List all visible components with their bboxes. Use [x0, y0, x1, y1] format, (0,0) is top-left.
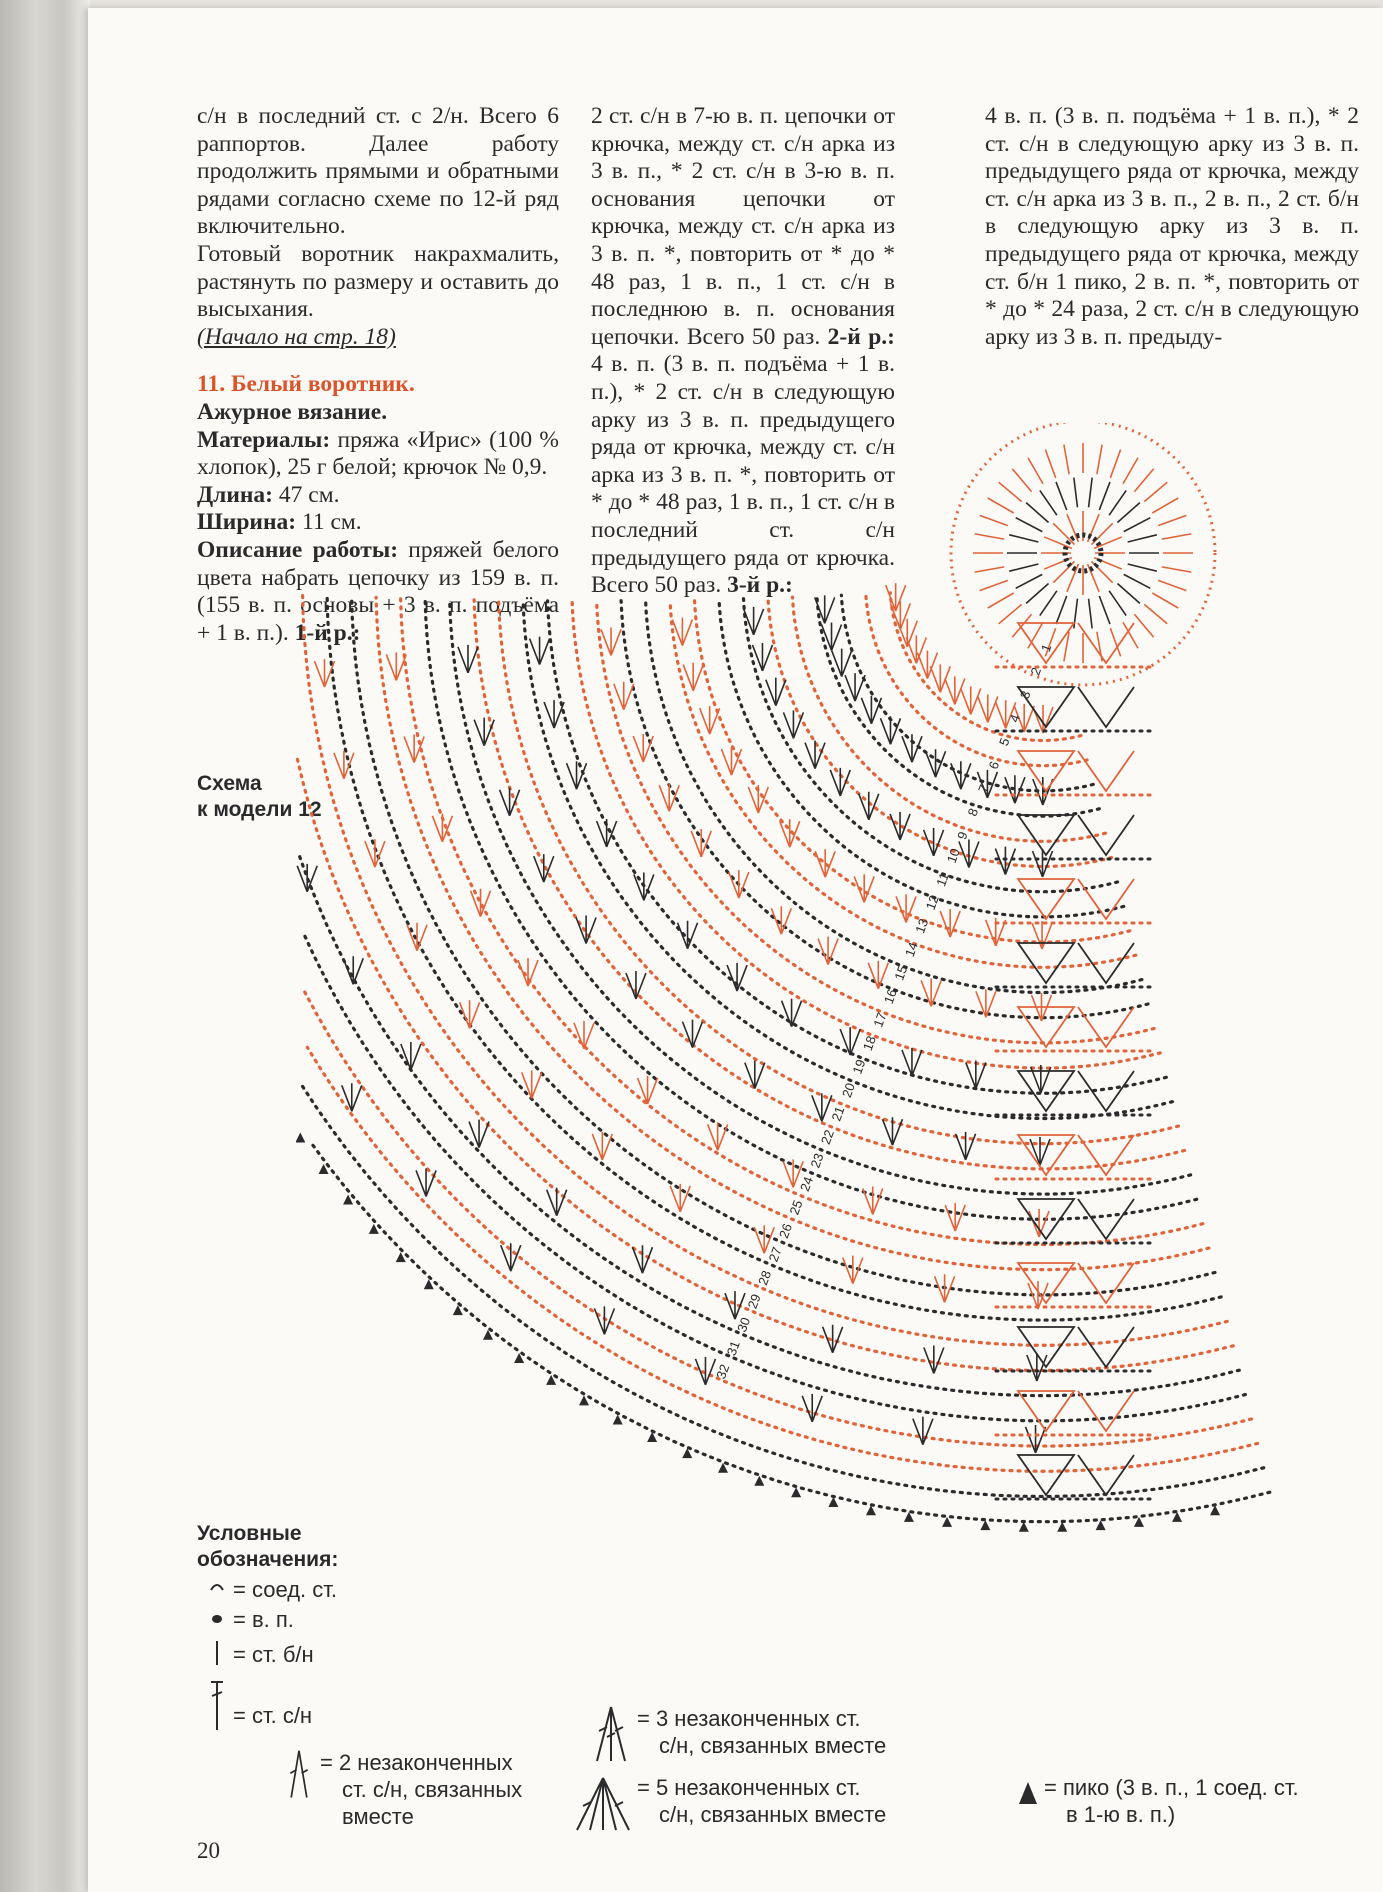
technique-label: Ажурное вязание. [197, 398, 388, 425]
row-number: 2 [1027, 665, 1045, 678]
stitch [1089, 599, 1093, 629]
row-number: 19 [849, 1057, 869, 1077]
stitch [1012, 614, 1031, 637]
row-number: 22 [817, 1127, 837, 1147]
page-number: 20 [197, 1838, 220, 1863]
stitch [1064, 445, 1069, 475]
legend-title: Условные обозначения: [197, 1522, 339, 1571]
picot-stitch [1210, 1505, 1220, 1515]
picot-stitch [980, 1520, 990, 1530]
stitch [1045, 450, 1055, 478]
row-number: 3 [1017, 688, 1034, 701]
stitch [1009, 535, 1038, 542]
double-crochet-icon [203, 1680, 231, 1732]
fan-stitch [978, 694, 998, 722]
stitch [1109, 490, 1126, 515]
fan-stitch [945, 1203, 965, 1231]
fan-stitch [670, 1184, 690, 1212]
picot-icon [1016, 1774, 1040, 1810]
fan-stitch [597, 819, 617, 847]
fan-stitch [401, 1042, 421, 1070]
fan-stitch [863, 1186, 883, 1214]
stitch [1110, 450, 1120, 478]
stitch [1110, 628, 1120, 656]
fan-stitch [708, 1122, 728, 1150]
stitch-row [307, 1047, 1257, 1471]
stitch [1099, 596, 1110, 624]
fan-stitch [854, 874, 874, 902]
stitch [1162, 567, 1192, 572]
instruction-text: 2 ст. с/н в 7-ю в. п. цепочки от крючка, между ст. с/н арка из 3 в. п., * 2 ст. с/н в 3-ю в. п. основания цепочки от крючка, между ст. с/н арка из 3 в. п. *, повторить от * до * 48 раз, 1 в. п., 1 ст. с/н в последнюю в. п. основания цепочки. Всего 50 раз. [591, 103, 895, 350]
legend-item: = в. п. [233, 1606, 294, 1633]
row-number: 6 [985, 759, 1003, 772]
fan-stitch [534, 854, 554, 882]
fan-stitch [956, 1132, 976, 1160]
fan-stitch [1032, 921, 1052, 949]
row-number: 9 [954, 829, 971, 842]
row-number: 18 [859, 1033, 879, 1053]
row-number: 16 [880, 986, 900, 1006]
fan-stitch [886, 583, 906, 611]
row-label: 1-й р.: [294, 619, 361, 646]
stitch [980, 580, 1008, 590]
stitch [1056, 596, 1067, 624]
fan-stitch [432, 814, 452, 842]
fan-stitch [1033, 705, 1053, 733]
instruction-text: 4 в. п. (3 в. п. подъёма + 1 в. п.), * 2 ст. с/н в следующую арку из 3 в. п. предыдущего ряда от крючка, между ст. с/н арка из 3 в. п. *, повторить от * до * 48 раз, 1 в. п., 1 ст. с/н в последний ст. с/н предыдущего ряда от крючка. Всего 50 раз. [591, 351, 895, 599]
three-dc-together-icon [593, 1705, 629, 1765]
fan-stitch [995, 847, 1015, 875]
lattice-stitch [1018, 879, 1134, 919]
stitch-row [548, 601, 1167, 1094]
crochet-chart-diagram [296, 423, 1383, 1743]
fan-stitch [460, 1000, 480, 1028]
fan-stitch [924, 828, 944, 856]
fan-stitch [859, 792, 879, 820]
fan-stitch [805, 741, 825, 769]
picot-stitch [1019, 1522, 1029, 1532]
paragraph: 4 в. п. (3 в. п. подъёма + 1 в. п.), * 2 ст. с/н в следующую арку из 3 в. п. предыдущего ряда от крючка, между ст. с/н арка из 3 в. п., 2 в. п., 2 ст. б/н в следующую арку из 3 в. п. предыдущего ряда от крючка, между ст. б/н 1 пико, 2 в. п. *, повторить от * до * 24 раза, 2 ст. с/н в следующую арку из 3 в. п. предыду- [985, 103, 1359, 350]
row-number: 23 [807, 1151, 827, 1170]
fan-stitch [913, 1417, 933, 1445]
stitch [988, 498, 1014, 513]
stitch [980, 515, 1008, 525]
row-number: 29 [744, 1291, 764, 1311]
book-spine-shadow [0, 0, 90, 1892]
stitch [1026, 584, 1048, 604]
row-number: 24 [797, 1174, 817, 1194]
stitch [1128, 535, 1157, 542]
fan-stitch [518, 958, 538, 986]
fan-stitch [725, 1291, 745, 1319]
stitch [975, 567, 1005, 572]
stitch-row [572, 601, 1160, 1068]
two-dc-together-icon [284, 1749, 314, 1801]
row-label: 2-й р.: [827, 323, 895, 350]
materials-label: Материалы: [197, 426, 331, 453]
picot-stitch [1057, 1522, 1067, 1532]
stitch [1056, 482, 1067, 510]
fan-stitch [416, 1168, 436, 1196]
legend-item: = 5 незаконченных ст. с/н, связанных вместе [637, 1774, 886, 1828]
fan-stitch [501, 1243, 521, 1271]
stitch-row [841, 595, 1093, 791]
fan-stitch [868, 961, 888, 989]
fan-stitch [771, 906, 791, 934]
stitch [988, 593, 1014, 608]
legend-item: = ст. б/н [233, 1641, 314, 1668]
description-text: пряжей белого цвета набрать цепочку из 159 в. п. (155 в. п. основы + 3 в. п. подъёма + 1 в. п.). [197, 536, 559, 646]
fan-stitch [638, 1076, 658, 1104]
fan-stitch [458, 645, 478, 673]
stitch [1162, 534, 1192, 539]
fan-stitch [1032, 849, 1052, 877]
materials-text: пряжа «Ирис» (100 % хлопок), 25 г белой; крючок № 0,9. [197, 426, 559, 481]
lattice-stitch [1018, 1327, 1134, 1367]
stitch-row [719, 599, 1124, 917]
fan-stitch [802, 1394, 822, 1422]
picot-stitch [791, 1487, 801, 1497]
row-number: 4 [1006, 712, 1024, 725]
picot-stitch [1096, 1520, 1106, 1530]
stitch [1074, 478, 1078, 508]
description-label: Описание работы: [197, 536, 399, 563]
fan-stitch [474, 718, 494, 746]
fan-stitch [782, 999, 802, 1027]
row-number: 12 [922, 893, 942, 912]
section-title: 11. Белый воротник. [197, 371, 415, 398]
lattice-stitch [1018, 1455, 1134, 1495]
stitch [1109, 591, 1126, 616]
fan-stitch [845, 673, 865, 701]
stitch-row [304, 990, 1252, 1446]
stitch [1040, 490, 1057, 515]
row-number: 5 [996, 735, 1013, 748]
legend-item: = 3 незаконченных ст. с/н, связанных вместе [637, 1705, 886, 1759]
fan-stitch [861, 696, 881, 724]
row-number: 7 [975, 782, 992, 795]
fan-stitch [297, 864, 317, 892]
legend-item: = пико (3 в. п., 1 соед. ст. в 1-ю в. п.) [1044, 1774, 1299, 1828]
stitch [1158, 515, 1186, 525]
fan-stitch [832, 649, 852, 677]
stitch-row [793, 597, 1106, 841]
lattice-stitch [1018, 687, 1134, 727]
stitch [1117, 503, 1139, 523]
fan-stitch [961, 686, 981, 714]
fan-stitch [683, 663, 703, 691]
five-dc-together-icon [573, 1774, 633, 1834]
fan-stitch [672, 618, 692, 646]
row-number: 27 [765, 1244, 785, 1264]
length-value: 47 см. [273, 481, 340, 508]
stitch [1016, 518, 1043, 532]
fan-stitch [780, 819, 800, 847]
row-number: 13 [912, 916, 932, 936]
stitch-row [499, 600, 1179, 1143]
fan-stitch [818, 937, 838, 965]
scheme-caption-line: Схема [197, 772, 262, 795]
fan-stitch [343, 956, 363, 984]
stitch [1089, 478, 1093, 508]
scheme-caption-line: к модели 12 [197, 798, 322, 821]
stitch [1152, 593, 1178, 608]
stitch [1040, 591, 1057, 616]
fan-stitch [576, 916, 596, 944]
picot-stitch [866, 1505, 876, 1515]
fan-stitch [574, 1021, 594, 1049]
fan-stitch [882, 1117, 902, 1145]
fan-stitch [594, 1306, 614, 1334]
row-number: 26 [776, 1221, 796, 1241]
legend-item: = соед. ст. [233, 1576, 337, 1603]
width-label: Ширина: [197, 509, 297, 536]
fan-stitch [815, 849, 835, 877]
stitch [1099, 482, 1110, 510]
fan-stitch [691, 829, 711, 857]
row-label: 3-й р.: [727, 572, 793, 599]
stitch [1152, 498, 1178, 513]
fan-stitch [766, 678, 786, 706]
fan-stitch [930, 664, 950, 692]
fan-stitch [890, 812, 910, 840]
picot-stitch [613, 1414, 623, 1424]
fan-stitch [896, 894, 916, 922]
fan-stitch [1027, 1353, 1047, 1381]
lattice-stitch [1018, 943, 1134, 983]
picot-stitch [296, 1132, 305, 1142]
row-number: 20 [838, 1080, 858, 1100]
row-number: 28 [755, 1268, 775, 1288]
paragraph: с/н в последний ст. с 2/н. Всего 6 раппортов. Далее работу продолжить прямыми и обратными рядами согласно схеме по 12-й ряд включительно. [197, 103, 559, 240]
paragraph: Готовый воротник накрахмалить, растянуть по размеру и оставить до высыхания. [197, 240, 559, 323]
stitch [1117, 584, 1139, 604]
stitch [1124, 574, 1151, 588]
fan-stitch [940, 909, 960, 937]
fan-stitch [1026, 1425, 1046, 1453]
picot-stitch [453, 1305, 463, 1315]
stitch [1097, 445, 1102, 475]
fan-stitch [567, 761, 587, 789]
row-number: 32 [713, 1362, 733, 1381]
fan-stitch [1030, 1137, 1050, 1165]
stitch [1124, 518, 1151, 532]
fan-stitch [1029, 1209, 1049, 1237]
lattice-stitch [1018, 815, 1134, 855]
fan-stitch [695, 1357, 715, 1385]
fan-stitch [880, 716, 900, 744]
stitch [1134, 469, 1153, 492]
stitch [1134, 614, 1153, 637]
fan-stitch [407, 923, 427, 951]
text-column-3 [985, 103, 1359, 351]
legend-item: = ст. с/н [233, 1702, 312, 1729]
fan-stitch [601, 627, 621, 655]
picot-stitch [647, 1432, 657, 1442]
row-number: 31 [723, 1338, 743, 1358]
row-number: 8 [964, 806, 982, 819]
stitch [999, 604, 1022, 623]
picot-stitch [396, 1252, 406, 1262]
fan-stitch [530, 637, 550, 665]
fan-stitch [748, 785, 768, 813]
stitch [1016, 574, 1043, 588]
fan-stitch [592, 1132, 612, 1160]
stitch [1123, 458, 1138, 484]
fan-stitch [682, 1020, 702, 1048]
row-number: 25 [786, 1198, 806, 1217]
row-number: 17 [870, 1010, 890, 1030]
continuation-reference: (Начало на стр. 18) [197, 323, 396, 350]
fan-stitch [921, 978, 941, 1006]
fan-stitch [924, 1345, 944, 1373]
stitch [999, 482, 1022, 501]
stitch-row [474, 600, 1184, 1169]
width-value: 11 см. [296, 509, 362, 536]
fan-stitch [522, 1070, 542, 1098]
row-number: 15 [891, 963, 911, 983]
stitch [1144, 482, 1167, 501]
fan-stitch [633, 734, 653, 762]
length-label: Длина: [197, 481, 274, 508]
fan-stitch [729, 870, 749, 898]
stitch [1012, 469, 1031, 492]
magazine-page [88, 8, 1383, 1892]
stitch [1028, 458, 1043, 484]
stitch [1158, 580, 1186, 590]
fan-stitch [926, 749, 946, 777]
stitch [1128, 564, 1157, 571]
row-number: 1 [1037, 641, 1055, 654]
stitch [1009, 564, 1038, 571]
stitch [1026, 503, 1048, 523]
stitch-row [621, 601, 1148, 1018]
legend-item: = 2 незаконченных ст. с/н, связанных вместе [320, 1749, 522, 1830]
row-number: 14 [901, 940, 921, 959]
row-number: 11 [933, 870, 952, 889]
row-number: 10 [943, 846, 963, 866]
picot-stitch [828, 1497, 838, 1507]
fan-stitch [614, 682, 634, 710]
stitch [1144, 604, 1167, 623]
fan-stitch [547, 1188, 567, 1216]
fan-stitch [823, 1325, 843, 1353]
fan-stitch [752, 643, 772, 671]
row-number: 30 [734, 1315, 754, 1335]
stitch [975, 534, 1005, 539]
picot-stitch [424, 1279, 434, 1289]
row-number: 21 [828, 1104, 848, 1124]
